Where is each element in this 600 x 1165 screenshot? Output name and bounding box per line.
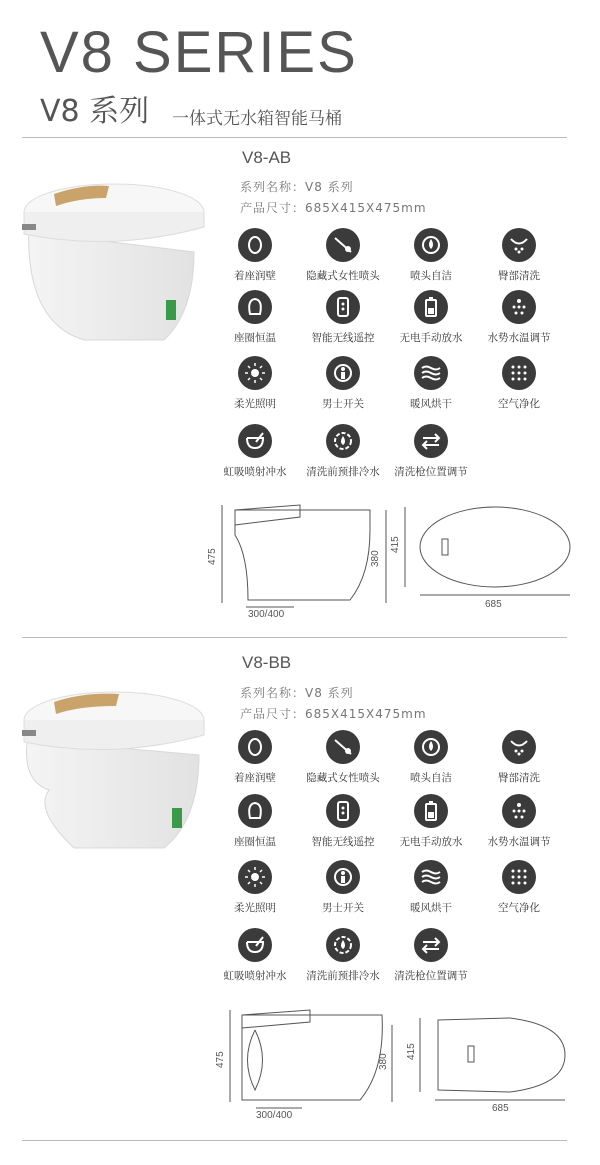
dim-depth: 415 bbox=[390, 536, 401, 553]
feature-item: 臀部清洗 bbox=[476, 228, 562, 283]
feature-item: 空气净化 bbox=[476, 860, 562, 915]
model-name: V8-BB bbox=[242, 653, 292, 672]
feature-item: 座圈恒温 bbox=[212, 794, 298, 849]
divider bbox=[22, 1140, 567, 1141]
dim-width-base: 300/400 bbox=[256, 1110, 293, 1121]
feature-item: 虹吸喷射冲水 bbox=[212, 424, 298, 479]
series-name: 系列名称：V8 系列 bbox=[240, 686, 354, 700]
dim-height: 475 bbox=[215, 1051, 226, 1068]
feature-item: 着座润壁 bbox=[212, 730, 298, 785]
nozzle-clean-icon bbox=[414, 730, 448, 764]
product-size: 产品尺寸：685X415X475mm bbox=[240, 707, 427, 721]
seat-wetting-icon bbox=[238, 730, 272, 764]
feature-item: 清洗前预排冷水 bbox=[300, 424, 386, 479]
pre-drain-icon bbox=[326, 424, 360, 458]
feature-item: 男士开关 bbox=[300, 860, 386, 915]
dim-seat-height: 380 bbox=[370, 550, 381, 567]
heated-seat-icon bbox=[238, 290, 272, 324]
air-purify-icon bbox=[502, 860, 536, 894]
dim-width-base: 300/400 bbox=[248, 609, 285, 620]
remote-icon bbox=[326, 794, 360, 828]
dimension-drawing bbox=[207, 495, 580, 620]
feature-item: 无电手动放水 bbox=[388, 794, 474, 849]
manual-flush-icon bbox=[414, 794, 448, 828]
feature-item: 无电手动放水 bbox=[388, 290, 474, 345]
feature-item: 水势水温调节 bbox=[476, 290, 562, 345]
feature-item: 智能无线遥控 bbox=[300, 794, 386, 849]
hip-wash-icon bbox=[502, 228, 536, 262]
dim-length: 685 bbox=[492, 1103, 509, 1114]
nozzle-position-icon bbox=[414, 424, 448, 458]
series-subtitle: V8 系列 bbox=[40, 94, 150, 129]
feature-item: 座圈恒温 bbox=[212, 290, 298, 345]
nozzle-position-icon bbox=[414, 928, 448, 962]
night-light-icon bbox=[238, 860, 272, 894]
nozzle-clean-icon bbox=[414, 228, 448, 262]
feature-item: 着座润壁 bbox=[212, 228, 298, 283]
feature-item: 隐藏式女性喷头 bbox=[300, 730, 386, 785]
feature-item: 清洗枪位置调节 bbox=[388, 928, 474, 983]
night-light-icon bbox=[238, 356, 272, 390]
lady-nozzle-icon bbox=[326, 730, 360, 764]
feature-item: 空气净化 bbox=[476, 356, 562, 411]
feature-item: 暖风烘干 bbox=[388, 356, 474, 411]
feature-item: 隐藏式女性喷头 bbox=[300, 228, 386, 283]
toilet-photo bbox=[14, 172, 214, 347]
feature-item: 暖风烘干 bbox=[388, 860, 474, 915]
pre-drain-icon bbox=[326, 928, 360, 962]
divider bbox=[22, 637, 567, 638]
water-adjust-icon bbox=[502, 794, 536, 828]
dim-length: 685 bbox=[485, 599, 502, 610]
warm-dryer-icon bbox=[414, 860, 448, 894]
remote-icon bbox=[326, 290, 360, 324]
men-switch-icon bbox=[326, 356, 360, 390]
siphon-flush-icon bbox=[238, 928, 272, 962]
product-size: 产品尺寸：685X415X475mm bbox=[240, 201, 427, 215]
heated-seat-icon bbox=[238, 794, 272, 828]
dim-seat-height: 380 bbox=[378, 1053, 389, 1070]
toilet-photo bbox=[14, 680, 214, 855]
feature-item: 臀部清洗 bbox=[476, 730, 562, 785]
feature-item: 喷头自洁 bbox=[388, 228, 474, 283]
siphon-flush-icon bbox=[238, 424, 272, 458]
feature-item: 清洗枪位置调节 bbox=[388, 424, 474, 479]
lady-nozzle-icon bbox=[326, 228, 360, 262]
feature-item: 虹吸喷射冲水 bbox=[212, 928, 298, 983]
feature-item: 喷头自洁 bbox=[388, 730, 474, 785]
series-name: 系列名称：V8 系列 bbox=[240, 180, 354, 194]
divider bbox=[22, 137, 567, 138]
men-switch-icon bbox=[326, 860, 360, 894]
feature-item: 男士开关 bbox=[300, 356, 386, 411]
feature-item: 清洗前预排冷水 bbox=[300, 928, 386, 983]
dim-depth: 415 bbox=[406, 1043, 417, 1060]
page-title: V8 SERIES bbox=[40, 20, 358, 85]
feature-item: 柔光照明 bbox=[212, 860, 298, 915]
feature-item: 柔光照明 bbox=[212, 356, 298, 411]
seat-wetting-icon bbox=[238, 228, 272, 262]
series-tagline: 一体式无水箱智能马桶 bbox=[172, 109, 342, 129]
warm-dryer-icon bbox=[414, 356, 448, 390]
model-name: V8-AB bbox=[242, 148, 292, 167]
dim-height: 475 bbox=[207, 548, 218, 565]
air-purify-icon bbox=[502, 356, 536, 390]
feature-item: 智能无线遥控 bbox=[300, 290, 386, 345]
water-adjust-icon bbox=[502, 290, 536, 324]
feature-item: 水势水温调节 bbox=[476, 794, 562, 849]
hip-wash-icon bbox=[502, 730, 536, 764]
dimension-drawing bbox=[210, 1000, 580, 1125]
manual-flush-icon bbox=[414, 290, 448, 324]
